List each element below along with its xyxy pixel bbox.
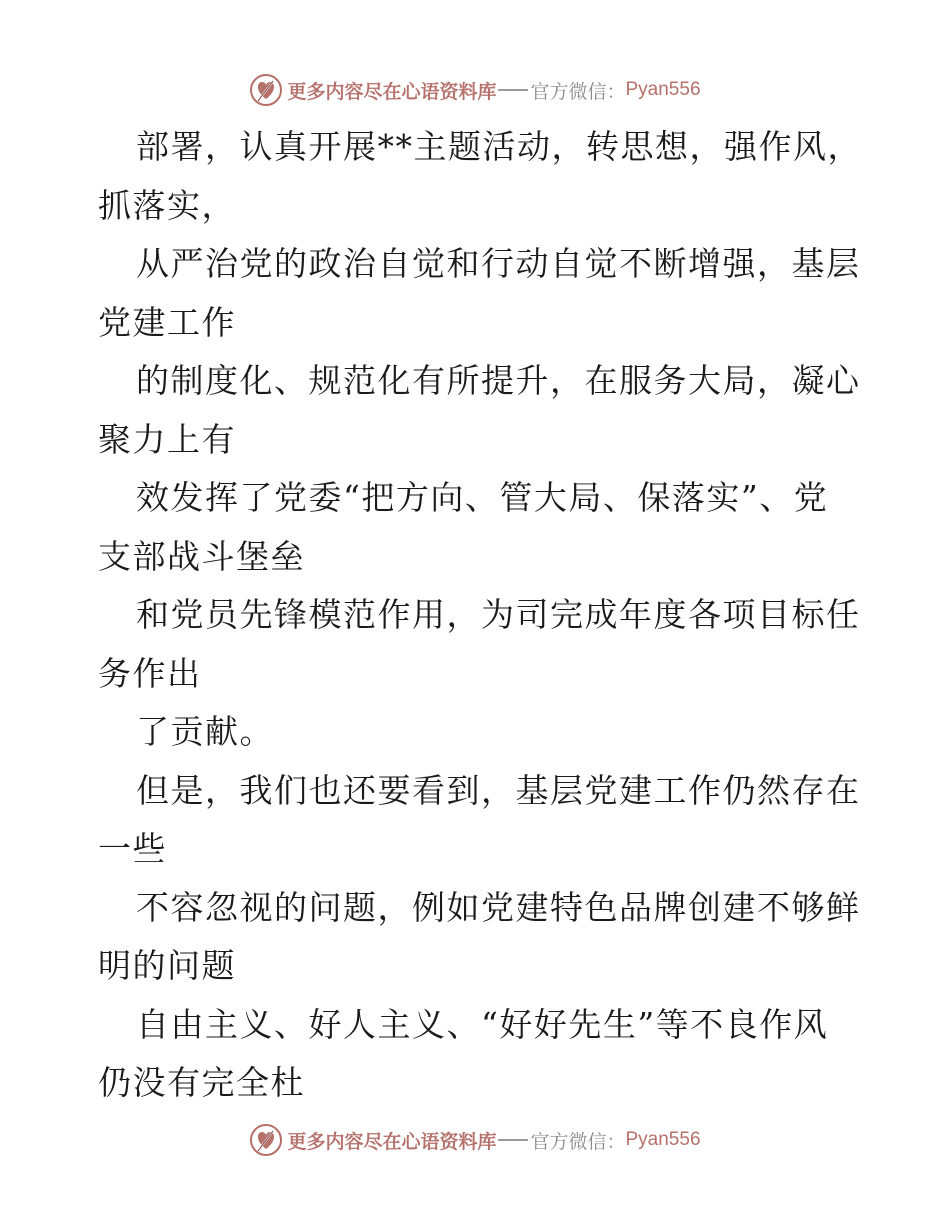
body-line: 明的问题	[98, 946, 236, 985]
watermark-separator	[498, 89, 528, 91]
body-line: 部署，认真开展**主题活动，转思想，强作风，	[136, 127, 862, 166]
heart-pen-logo-icon	[249, 1123, 283, 1157]
body-line: 自由主义、好人主义、“好好先生”等不良作风	[136, 1004, 829, 1044]
body-line: 但是，我们也还要看到，基层党建工作仍然存在	[136, 770, 861, 810]
watermark-wechat-id: Pyan556	[625, 1129, 701, 1150]
body-line: 了贡献。	[136, 712, 274, 751]
body-line: 抓落实，	[98, 185, 236, 225]
body-line: 从严治党的政治自觉和行动自觉不断增强，基层	[136, 244, 861, 283]
body-line: 效发挥了党委“把方向、管大局、保落实”、党	[136, 478, 829, 517]
watermark-suffix: 官方微信：	[530, 80, 626, 103]
document-body	[98, 118, 862, 1113]
watermark-wechat-id: Pyan556	[625, 79, 701, 100]
footer-watermark	[0, 1120, 950, 1160]
body-line: 党建工作	[98, 302, 236, 342]
body-line: 和党员先锋模范作用，为司完成年度各项目标任	[136, 595, 861, 634]
watermark-title: 更多内容尽在心语资料库	[287, 80, 497, 103]
heart-pen-logo-icon	[249, 73, 283, 107]
watermark-suffix: 官方微信：	[530, 1130, 626, 1153]
body-line: 仍没有完全杜	[98, 1063, 305, 1102]
watermark-title: 更多内容尽在心语资料库	[287, 1130, 497, 1153]
header-watermark	[0, 70, 950, 110]
body-line: 聚力上有	[98, 419, 236, 459]
body-line: 支部战斗堡垒	[98, 536, 305, 576]
watermark-separator	[498, 1139, 528, 1141]
body-line: 不容忽视的问题，例如党建特色品牌创建不够鲜	[136, 887, 861, 927]
body-line: 的制度化、规范化有所提升，在服务大局，凝心	[136, 361, 861, 400]
body-line: 一些	[98, 829, 167, 868]
body-line: 务作出	[98, 653, 202, 693]
